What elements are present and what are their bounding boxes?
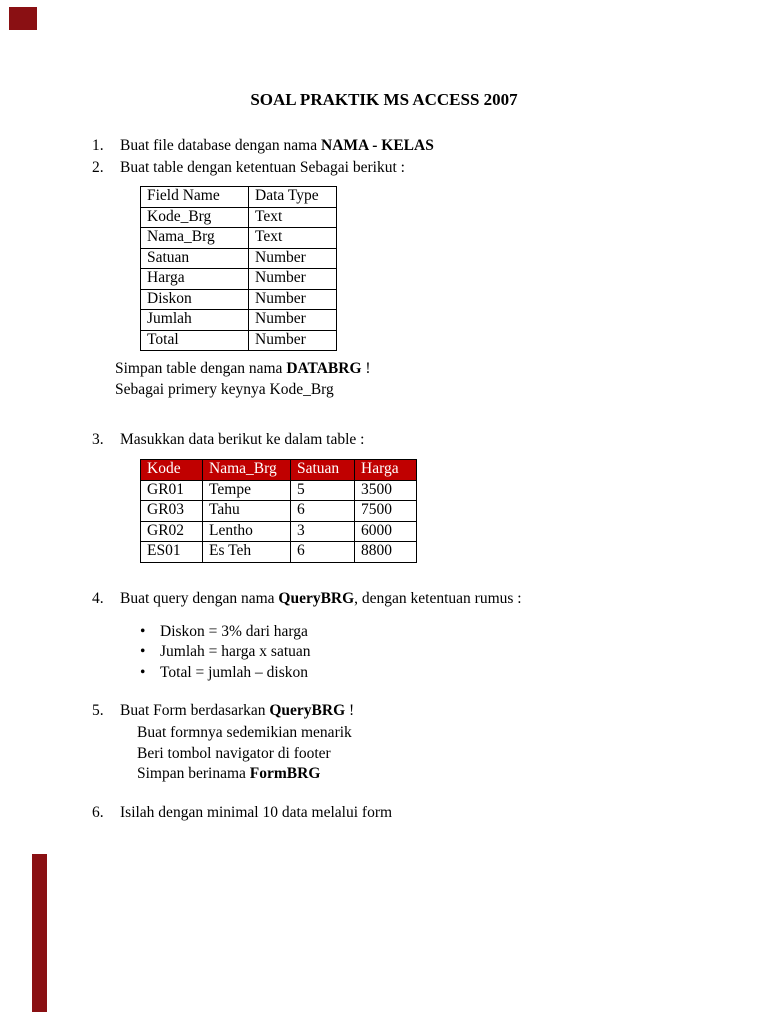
table-cell: Number [249,310,337,331]
table-row [141,310,337,331]
bullet-item [140,663,676,684]
list-item-5 [92,701,676,720]
table-cell: GR03 [141,501,203,522]
data-entry-table [140,459,417,563]
table-header-cell: Data Type [249,187,337,208]
background-artifact-bottom [32,854,47,1012]
table-note-save: Simpan table dengan nama DATABRG ! [115,360,371,377]
table-cell: Nama_Brg [141,228,249,249]
table-cell: 6 [291,501,355,522]
table-header-row [141,187,337,208]
bullet-icon: • [140,643,146,660]
item-number: 6. [92,803,104,821]
bullet-icon: • [140,663,146,681]
table-cell: Total [141,330,249,351]
database-name: NAMA - KELAS [321,137,434,154]
table-header-cell: Field Name [141,187,249,208]
list-item-6 [92,803,676,822]
table-cell: 8800 [355,542,417,563]
item-text: Buat file database dengan nama NAMA - KELAS [120,137,434,154]
item-number: 5. [92,702,104,719]
table-cell: Harga [141,269,249,290]
table-cell: Kode_Brg [141,207,249,228]
list-item-1 [92,136,676,155]
item-text: Isilah dengan minimal 10 data melalui form [120,803,393,821]
item-text: Buat Form berdasarkan QueryBRG ! [120,702,355,719]
table-note-primary-key: Sebagai primery keynya Kode_Brg [115,380,334,398]
table-cell: 7500 [355,501,417,522]
spacer [92,683,676,701]
table-row [141,542,417,563]
table-cell: 3500 [355,480,417,501]
query-name: QueryBRG [269,702,346,719]
table-header-cell: Nama_Brg [203,460,291,481]
table-row [141,269,337,290]
table-cell: Text [249,207,337,228]
table-cell: Number [249,330,337,351]
item-text: Buat table dengan ketentuan Sebagai berikut : [120,159,405,176]
table-cell: Number [249,248,337,269]
table-cell: Jumlah [141,310,249,331]
bullet-icon: • [140,622,146,640]
list-item-4 [92,589,676,608]
bullet-item [140,642,676,663]
list-item-3 [92,430,676,449]
table-cell: Tahu [203,501,291,522]
table-header-cell: Satuan [291,460,355,481]
spacer [92,400,676,430]
item-number: 2. [92,159,104,176]
table-cell: Lentho [203,521,291,542]
list-item-2 [92,158,676,177]
table-cell: 6 [291,542,355,563]
table-row [141,480,417,501]
field-definition-table [140,186,337,351]
table-cell: Number [249,269,337,290]
table-row [141,207,337,228]
table-row [141,330,337,351]
table-row [141,501,417,522]
table-header-row [141,460,417,481]
item-number: 1. [92,137,104,154]
bullet-text: Jumlah = harga x satuan [160,643,311,660]
table-cell: GR02 [141,521,203,542]
table-cell: 3 [291,521,355,542]
document-content [92,90,676,825]
formula-bullet-list [140,622,676,684]
table-cell: Number [249,289,337,310]
table-header-cell: Harga [355,460,417,481]
table-cell: Tempe [203,480,291,501]
table-header-cell: Kode [141,460,203,481]
background-artifact-top [9,7,37,30]
bullet-text: Diskon = 3% dari harga [160,622,308,640]
item-text: Buat query dengan nama QueryBRG, dengan ketentuan rumus : [120,589,522,607]
table-row [141,228,337,249]
page-title: SOAL PRAKTIK MS ACCESS 2007 [250,90,518,109]
form-instruction-line: Simpan berinama FormBRG [137,765,321,782]
spacer [92,785,676,803]
table-cell: ES01 [141,542,203,563]
table-cell: 5 [291,480,355,501]
table-cell: 6000 [355,521,417,542]
form-instruction-line: Buat formnya sedemikian menarik [137,724,352,741]
item-number: 3. [92,431,104,448]
table-row [141,289,337,310]
table-cell: Text [249,228,337,249]
form-name: FormBRG [249,765,321,782]
table-row [141,248,337,269]
spacer [92,571,676,589]
form-instruction-line: Beri tombol navigator di footer [137,744,331,762]
form-instructions [137,723,676,785]
table-cell: Es Teh [203,542,291,563]
table-cell: Satuan [141,248,249,269]
table-row [141,521,417,542]
table-name: DATABRG [286,360,362,377]
bullet-item [140,622,676,643]
item-text: Masukkan data berikut ke dalam table : [120,431,365,448]
query-name: QueryBRG [278,589,355,607]
table-cell: Diskon [141,289,249,310]
bullet-text: Total = jumlah – diskon [160,663,309,681]
item-number: 4. [92,589,104,607]
table-cell: GR01 [141,480,203,501]
